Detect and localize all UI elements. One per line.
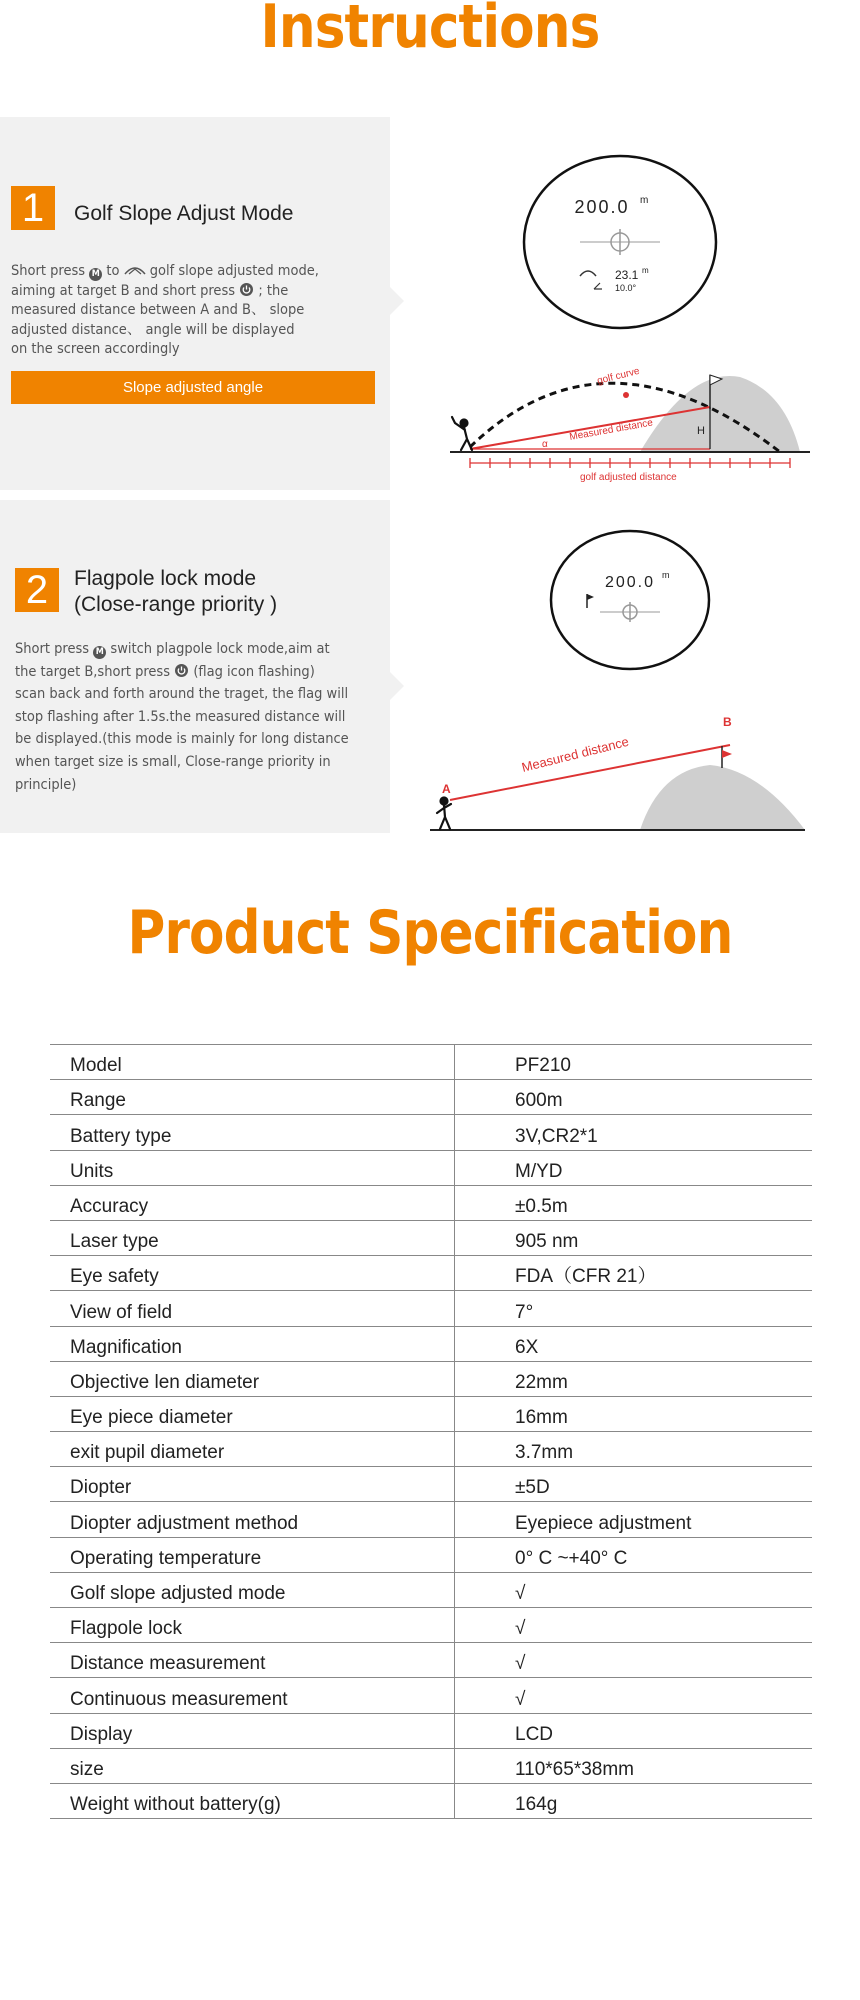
table-row (50, 1080, 812, 1115)
spec-value: ±5D (455, 1467, 813, 1502)
spec-value: 0° C ~+40° C (455, 1537, 813, 1572)
spec-value: √ (455, 1678, 813, 1713)
table-row (50, 1608, 812, 1643)
desc-line: adjusted distance、 angle will be displayed (11, 321, 295, 338)
point-a-label: A (442, 782, 451, 796)
spec-value: √ (455, 1643, 813, 1678)
spec-name: Diopter (50, 1467, 455, 1502)
desc-line: when target size is small, Close-range priority in (15, 753, 331, 770)
spec-value: FDA（CFR 21） (455, 1256, 813, 1291)
desc-text: (flag icon flashing) (189, 663, 315, 680)
spec-name: View of field (50, 1291, 455, 1326)
spec-name: Operating temperature (50, 1537, 455, 1572)
spec-name: size (50, 1748, 455, 1783)
desc-text: ; the (254, 282, 289, 299)
spec-value: √ (455, 1572, 813, 1607)
spec-name: Flagpole lock (50, 1608, 455, 1643)
viewfinder-display-2 (548, 528, 712, 672)
spec-value: M/YD (455, 1150, 813, 1185)
desc-text: Short press (11, 263, 90, 279)
desc-text: the target B,short press (15, 663, 175, 680)
spec-name: Diopter adjustment method (50, 1502, 455, 1537)
spec-name: Weight without battery(g) (50, 1783, 455, 1818)
desc-line: on the screen accordingly (11, 341, 180, 357)
spec-name: Golf slope adjusted mode (50, 1572, 455, 1607)
viewfinder-display-1 (520, 153, 720, 331)
spec-value: 600m (455, 1080, 813, 1115)
desc-line: stop flashing after 1.5s.the measured distance will (15, 708, 346, 725)
spec-value: 110*65*38mm (455, 1748, 813, 1783)
table-row (50, 1045, 812, 1080)
spec-value: LCD (455, 1713, 813, 1748)
table-row (50, 1291, 812, 1326)
display-distance: 200.0 (574, 197, 630, 217)
mode2-title-line2: (Close-range priority ) (74, 593, 278, 616)
desc-text: golf slope adjusted mode, (145, 263, 319, 279)
spec-name: Display (50, 1713, 455, 1748)
golf-slope-diagram (440, 337, 820, 487)
flagpole-lock-panel (0, 500, 860, 833)
display-unit: m (640, 195, 649, 206)
desc-text: Short press (15, 641, 94, 657)
table-row (50, 1185, 812, 1220)
measured-distance-label: Measured distance (520, 733, 631, 775)
spec-value: 7° (455, 1291, 813, 1326)
spec-name: Battery type (50, 1115, 455, 1150)
spec-name: Accuracy (50, 1185, 455, 1220)
table-row (50, 1432, 812, 1467)
spec-value: 905 nm (455, 1220, 813, 1255)
mode1-title: Golf Slope Adjust Mode (74, 202, 294, 225)
spec-name: exit pupil diameter (50, 1432, 455, 1467)
table-row (50, 1361, 812, 1396)
panel-pointer (390, 287, 404, 315)
table-row (50, 1748, 812, 1783)
table-row (50, 1467, 812, 1502)
table-row (50, 1502, 812, 1537)
product-specification-heading: Product Specification (127, 898, 733, 968)
spec-value: 16mm (455, 1396, 813, 1431)
golf-curve-label: golf curve (596, 365, 641, 387)
display-angle: 10.0° (615, 283, 637, 293)
spec-name: Laser type (50, 1220, 455, 1255)
spec-name: Objective len diameter (50, 1361, 455, 1396)
spec-value: 3V,CR2*1 (455, 1115, 813, 1150)
power-icon (174, 663, 189, 678)
display-distance: 200.0 (604, 574, 656, 591)
spec-value: 6X (455, 1326, 813, 1361)
spec-name: Eye safety (50, 1256, 455, 1291)
person-icon (437, 798, 451, 830)
desc-line: measured distance between A and B、 slope (11, 302, 305, 318)
table-row (50, 1572, 812, 1607)
step-number-badge: 1 (11, 186, 55, 230)
display-unit: m (662, 570, 670, 580)
power-icon (239, 282, 254, 297)
desc-text: switch plagpole lock mode,aim at (106, 641, 330, 657)
panel-pointer (390, 672, 404, 700)
desc-line: scan back and forth around the traget, the flag will (15, 686, 349, 703)
desc-text: aiming at target B and short press (11, 282, 240, 299)
adjusted-distance-label: golf adjusted distance (580, 472, 677, 483)
spec-value: 164g (455, 1783, 813, 1818)
spec-name: Continuous measurement (50, 1678, 455, 1713)
spec-value: 22mm (455, 1361, 813, 1396)
mode1-description (11, 262, 319, 360)
mode-button-icon: M (89, 268, 102, 281)
table-row (50, 1396, 812, 1431)
spec-name: Magnification (50, 1326, 455, 1361)
step-number-badge: 2 (15, 568, 59, 612)
golf-slope-icon (124, 265, 146, 275)
spec-name: Eye piece diameter (50, 1396, 455, 1431)
table-row (50, 1643, 812, 1678)
measured-distance-label: Measured distance (568, 417, 654, 443)
table-row (50, 1256, 812, 1291)
point-b-label: B (723, 715, 732, 729)
table-row (50, 1150, 812, 1185)
desc-text: to (102, 263, 124, 279)
table-row (50, 1326, 812, 1361)
spec-name: Model (50, 1045, 455, 1080)
golf-slope-mode-panel (0, 117, 860, 490)
table-row (50, 1713, 812, 1748)
table-row (50, 1115, 812, 1150)
golfer-icon (452, 417, 472, 450)
spec-value: Eyepiece adjustment (455, 1502, 813, 1537)
desc-line: be displayed.(this mode is mainly for long distance (15, 731, 349, 748)
spec-value: ±0.5m (455, 1185, 813, 1220)
slope-adjusted-angle-bar: Slope adjusted angle (11, 371, 375, 404)
spec-value: 3.7mm (455, 1432, 813, 1467)
table-row (50, 1783, 812, 1818)
mode2-title-line1: Flagpole lock mode (74, 567, 257, 590)
mode2-title (74, 566, 277, 618)
flagpole-lock-diagram (420, 700, 810, 835)
angle-label: α (542, 439, 548, 450)
spec-value: PF210 (455, 1045, 813, 1080)
display-slope-value: 23.1 (615, 268, 639, 282)
mode-button-icon: M (93, 646, 106, 659)
instructions-heading: Instructions (260, 0, 600, 62)
table-row (50, 1220, 812, 1255)
height-label: H (697, 425, 705, 437)
spec-value: √ (455, 1608, 813, 1643)
spec-name: Range (50, 1080, 455, 1115)
desc-line: principle) (15, 776, 77, 793)
table-row (50, 1537, 812, 1572)
display-slope-unit: m (642, 266, 649, 275)
mode2-description (15, 638, 349, 796)
spec-name: Units (50, 1150, 455, 1185)
specification-table (50, 1044, 812, 1819)
spec-name: Distance measurement (50, 1643, 455, 1678)
table-row (50, 1678, 812, 1713)
